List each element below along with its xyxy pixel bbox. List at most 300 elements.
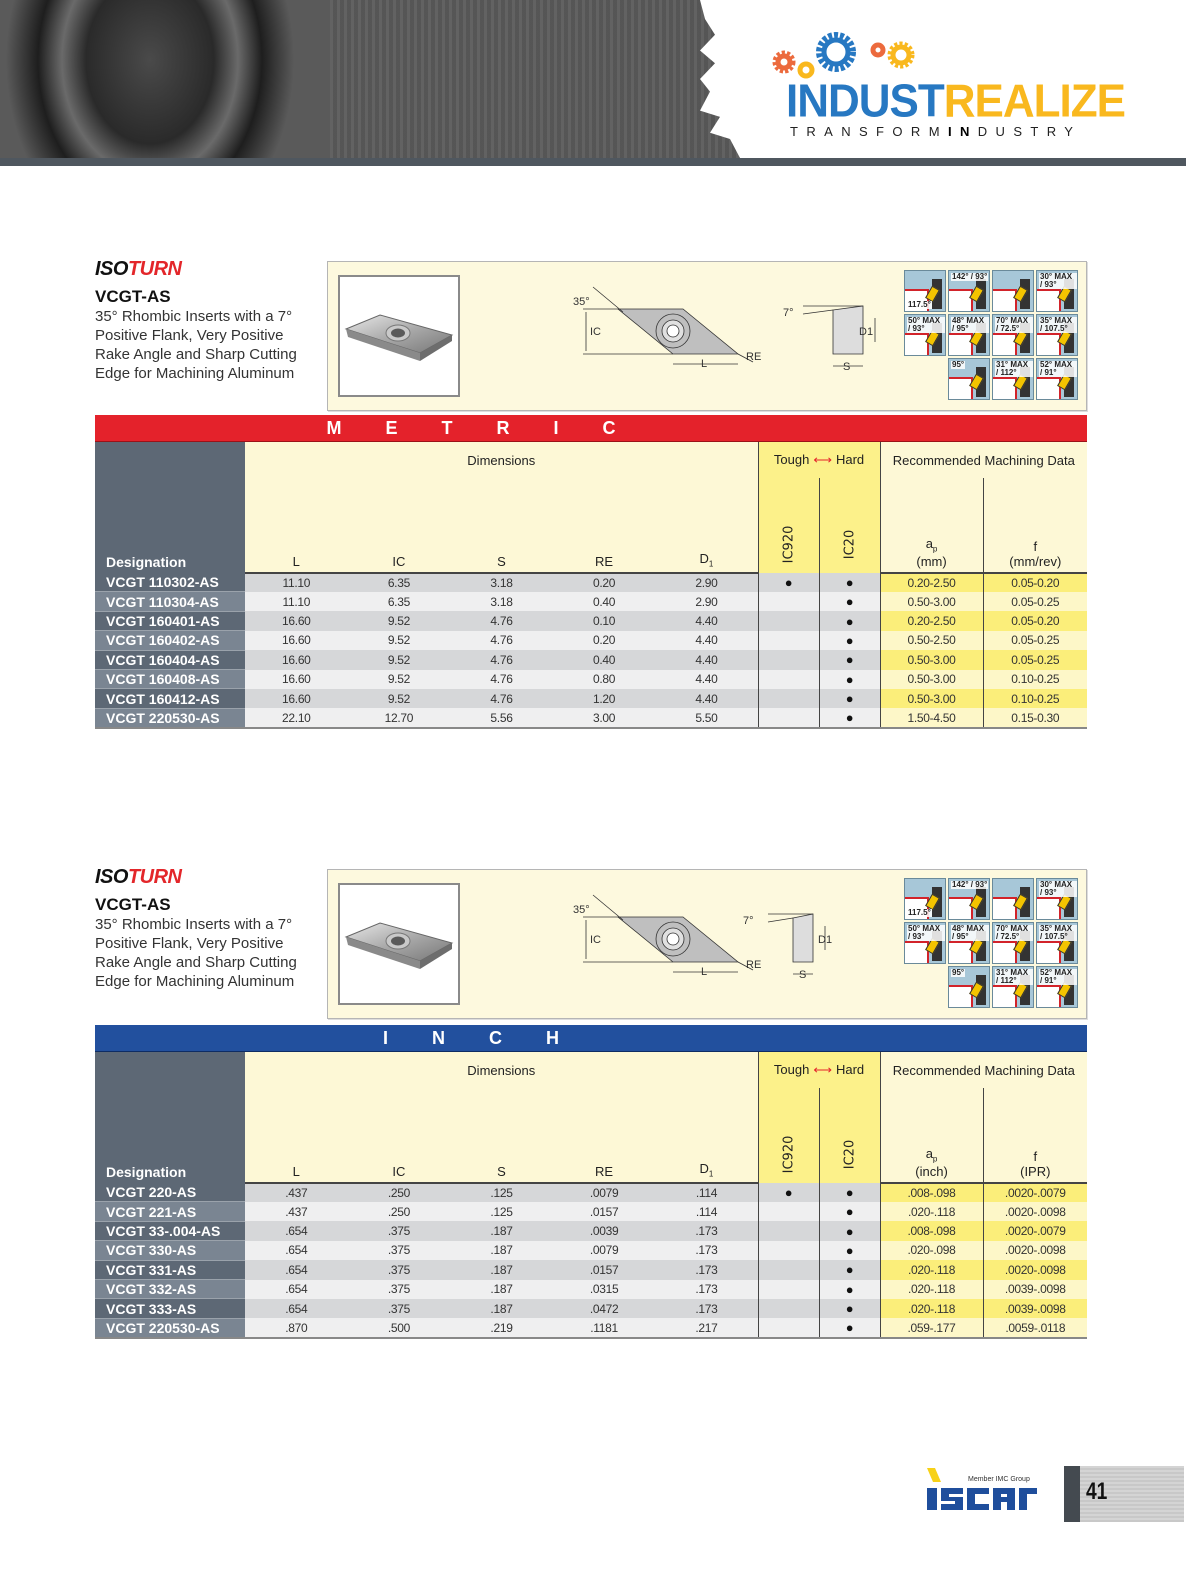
ic920-cell (758, 1202, 819, 1221)
re-cell: .1181 (553, 1318, 656, 1337)
d1-cell: .173 (655, 1241, 758, 1260)
isoturn-brand (95, 866, 320, 889)
banner-bar (0, 158, 1186, 166)
header-spacer (983, 478, 1087, 536)
ic-cell: .250 (348, 1202, 451, 1221)
ic20-label: IC20 (842, 1140, 858, 1170)
ic920-cell (758, 631, 819, 650)
ap-cell: .020-.118 (880, 1280, 983, 1299)
d1-cell: 4.40 (655, 650, 758, 669)
l-cell: .437 (245, 1183, 348, 1202)
s-cell: .187 (450, 1299, 553, 1318)
brand-iso: ISO (95, 866, 128, 888)
l-cell: 16.60 (245, 689, 348, 708)
insert-photo-icon (340, 885, 458, 1003)
ap-sub: p (932, 544, 938, 554)
ap-cell: .059-.177 (880, 1318, 983, 1337)
band-letter: I (553, 417, 559, 438)
d1-main: D (699, 1161, 709, 1176)
re-cell: 3.00 (553, 708, 656, 727)
designation-cell: VCGT 220530-AS (95, 708, 245, 727)
ap-cell: 0.50-3.00 (880, 650, 983, 669)
l-cell: 16.60 (245, 650, 348, 669)
l-header: L (245, 1146, 348, 1183)
band-letter: R (496, 417, 510, 438)
ic920-cell (758, 592, 819, 611)
s-header: S (450, 1146, 553, 1183)
f-unit: (IPR) (1020, 1163, 1051, 1179)
d1-cell: 4.40 (655, 689, 758, 708)
insert-dimension-diagram (563, 890, 883, 1000)
d1-cell: .173 (655, 1221, 758, 1240)
application-tile: 142° / 93° (948, 270, 990, 312)
band-letter: C (489, 1027, 502, 1048)
re-cell: .0315 (553, 1280, 656, 1299)
f-cell: 0.10-0.25 (983, 670, 1087, 689)
d1-label: D1 (818, 934, 833, 946)
inch-table-section (95, 1025, 1087, 1339)
ic-cell: .375 (348, 1299, 451, 1318)
application-tile: 70° MAX / 72.5° (992, 922, 1034, 964)
ic20-header (819, 478, 880, 573)
machining-header: Recommended Machining Data (880, 1052, 1087, 1088)
ap-cell: .008-.098 (880, 1221, 983, 1240)
page-tab-accent (1064, 1466, 1080, 1522)
angle-label: 35° (573, 296, 590, 308)
ap-cell: 0.50-2.50 (880, 631, 983, 650)
band-letter: C (602, 417, 616, 438)
application-tile-empty (904, 966, 946, 1008)
ic20-cell: ● (819, 1241, 880, 1260)
application-grid (904, 270, 1080, 400)
f-cell: 0.05-0.20 (983, 573, 1087, 592)
machining-header: Recommended Machining Data (880, 442, 1087, 478)
ap-cell: 0.50-3.00 (880, 689, 983, 708)
f-cell: .0039-.0098 (983, 1299, 1087, 1318)
application-tile: 35° MAX / 107.5° (1036, 922, 1078, 964)
designation-cell: VCGT 160408-AS (95, 670, 245, 689)
metric-band (95, 415, 1087, 442)
re-label: RE (746, 959, 762, 971)
re-header: RE (553, 1146, 656, 1183)
table-row (95, 650, 1087, 669)
re-cell: .0079 (553, 1183, 656, 1202)
angle-label: 35° (573, 904, 590, 916)
application-tile (992, 878, 1034, 920)
ic-cell: 9.52 (348, 670, 451, 689)
ap-unit: (mm) (916, 553, 947, 569)
header-spacer (245, 478, 758, 536)
f-cell: 0.05-0.20 (983, 611, 1087, 630)
metric-table-body (95, 573, 1087, 728)
header-spacer (880, 478, 983, 536)
s-cell: .187 (450, 1221, 553, 1240)
d1-cell: .114 (655, 1183, 758, 1202)
l-cell: 11.10 (245, 573, 348, 592)
ap-cell: 1.50-4.50 (880, 708, 983, 727)
gears-logo-icon (770, 28, 940, 83)
d1-cell: .114 (655, 1202, 758, 1221)
brand-turn: TURN (127, 866, 182, 888)
insert-photo (338, 275, 460, 397)
logo-word-blue: INDUST (786, 75, 944, 128)
member-imc-text: Member IMC Group (968, 1476, 1030, 1483)
ic920-cell (758, 670, 819, 689)
product-info (95, 866, 320, 991)
application-tile: 142° / 93° (948, 878, 990, 920)
designation-cell: VCGT 160401-AS (95, 611, 245, 630)
ic20-cell: ● (819, 1221, 880, 1240)
s-cell: 4.76 (450, 689, 553, 708)
ic20-cell: ● (819, 650, 880, 669)
f-cell: 0.05-0.25 (983, 631, 1087, 650)
ic20-cell: ● (819, 611, 880, 630)
d1-header (655, 1146, 758, 1183)
application-tile (992, 270, 1034, 312)
ic20-label: IC20 (842, 530, 858, 560)
application-tile: 52° MAX / 91° (1036, 358, 1078, 400)
grade-header (758, 442, 880, 478)
double-arrow-icon: ⟷ (813, 452, 832, 467)
table-row (95, 1318, 1087, 1337)
l-cell: 11.10 (245, 592, 348, 611)
product-description: 35° Rhombic Inserts with a 7° Positive Flank, Very Positive Rake Angle and Sharp Cutting Edge for Machining Aluminum (95, 916, 297, 990)
re-label: RE (746, 351, 762, 363)
re-cell: .0157 (553, 1260, 656, 1279)
product-code: VCGT-AS (95, 287, 171, 306)
table-row (95, 573, 1087, 592)
re-cell: 0.80 (553, 670, 656, 689)
application-tile: 31° MAX / 112° (992, 966, 1034, 1008)
industrealize-logo (786, 77, 1125, 127)
l-cell: 22.10 (245, 708, 348, 727)
d1-cell: 4.40 (655, 611, 758, 630)
f-cell: .0020-.0098 (983, 1260, 1087, 1279)
s-cell: .187 (450, 1241, 553, 1260)
designation-cell: VCGT 110304-AS (95, 592, 245, 611)
grade-header (758, 1052, 880, 1088)
f-cell: .0020-.0079 (983, 1221, 1087, 1240)
application-grid (904, 878, 1080, 1008)
ic20-cell: ● (819, 592, 880, 611)
application-tile: 31° MAX / 112° (992, 358, 1034, 400)
table-row (95, 670, 1087, 689)
metric-table-section (95, 415, 1087, 729)
l-cell: .437 (245, 1202, 348, 1221)
application-tile: 117.5° (904, 270, 946, 312)
d1-cell: .173 (655, 1299, 758, 1318)
ic920-cell (758, 708, 819, 727)
application-tile: 50° MAX / 93° (904, 922, 946, 964)
ap-cell: 0.50-3.00 (880, 670, 983, 689)
ap-cell: .020-.098 (880, 1241, 983, 1260)
band-letter: T (441, 417, 453, 438)
table-row (95, 1241, 1087, 1260)
ap-unit: (inch) (915, 1163, 948, 1179)
designation-cell: VCGT 330-AS (95, 1241, 245, 1260)
ic20-header (819, 1088, 880, 1183)
ap-cell: .008-.098 (880, 1183, 983, 1202)
l-cell: .654 (245, 1221, 348, 1240)
table-row (95, 1202, 1087, 1221)
designation-header: Designation (95, 442, 245, 573)
l-cell: .654 (245, 1280, 348, 1299)
banner-photo (0, 0, 760, 158)
dimensions-header: Dimensions (245, 442, 758, 478)
s-cell: 4.76 (450, 650, 553, 669)
table-row (95, 708, 1087, 727)
application-tile: 35° MAX / 107.5° (1036, 314, 1078, 356)
s-cell: 4.76 (450, 611, 553, 630)
ic-cell: 12.70 (348, 708, 451, 727)
page-number: 41 (1086, 1478, 1108, 1505)
designation-cell: VCGT 332-AS (95, 1280, 245, 1299)
ic-label: IC (590, 326, 601, 338)
table-row (95, 631, 1087, 650)
d1-cell: 2.90 (655, 573, 758, 592)
re-cell: .0157 (553, 1202, 656, 1221)
ic920-header (758, 478, 819, 573)
designation-cell: VCGT 221-AS (95, 1202, 245, 1221)
s-cell: .187 (450, 1280, 553, 1299)
iscar-logo (925, 1466, 1040, 1514)
ic920-label: IC920 (781, 1135, 797, 1174)
tough-label: Tough (773, 452, 810, 467)
application-tile: 30° MAX / 93° (1036, 270, 1078, 312)
table-row (95, 1221, 1087, 1240)
d1-main: D (699, 551, 709, 566)
diagram-panel (327, 261, 1087, 411)
f-cell: 0.05-0.25 (983, 592, 1087, 611)
s-cell: .125 (450, 1202, 553, 1221)
ic920-cell (758, 1260, 819, 1279)
ic920-label: IC920 (781, 525, 797, 564)
band-letter: H (546, 1027, 559, 1048)
f-unit: (mm/rev) (1009, 553, 1062, 569)
re-cell: 0.20 (553, 631, 656, 650)
l-cell: 16.60 (245, 631, 348, 650)
inch-band (95, 1025, 1087, 1052)
ic20-cell: ● (819, 689, 880, 708)
s-label: S (799, 969, 807, 981)
brand-turn: TURN (127, 258, 182, 280)
ap-cell: 0.50-3.00 (880, 592, 983, 611)
table-row (95, 1260, 1087, 1279)
d1-cell: .173 (655, 1260, 758, 1279)
f-cell: 0.15-0.30 (983, 708, 1087, 727)
hard-label: Hard (835, 1062, 865, 1077)
ic920-cell (758, 611, 819, 630)
re-cell: .0079 (553, 1241, 656, 1260)
l-cell: .870 (245, 1318, 348, 1337)
application-tile: 95° (948, 966, 990, 1008)
designation-cell: VCGT 220530-AS (95, 1318, 245, 1337)
ap-cell: .020-.118 (880, 1202, 983, 1221)
header-spacer (245, 1088, 758, 1146)
d1-cell: 5.50 (655, 708, 758, 727)
ic920-cell (758, 1241, 819, 1260)
band-letter: N (432, 1027, 445, 1048)
ic-cell: 6.35 (348, 573, 451, 592)
f-main: f (1033, 1148, 1038, 1164)
s-cell: 3.18 (450, 592, 553, 611)
designation-cell: VCGT 160404-AS (95, 650, 245, 669)
ic20-cell: ● (819, 670, 880, 689)
l-label: L (701, 966, 708, 978)
table-row (95, 1280, 1087, 1299)
application-tile: 48° MAX / 95° (948, 314, 990, 356)
ap-sub: p (932, 1154, 938, 1164)
insert-photo-icon (340, 277, 458, 395)
l-cell: .654 (245, 1299, 348, 1318)
ap-main: a (925, 1146, 933, 1161)
s-cell: 5.56 (450, 708, 553, 727)
ic20-cell: ● (819, 631, 880, 650)
s-header: S (450, 536, 553, 573)
ic20-cell: ● (819, 1318, 880, 1337)
tagline-post: DUSTRY (977, 124, 1082, 139)
d1-sub: 1 (708, 559, 714, 569)
f-header (983, 1146, 1087, 1183)
f-cell: 0.05-0.25 (983, 650, 1087, 669)
flank-label: 7° (783, 307, 794, 319)
ap-main: a (925, 536, 933, 551)
d1-header (655, 536, 758, 573)
ap-cell: .020-.118 (880, 1260, 983, 1279)
product-description: 35° Rhombic Inserts with a 7° Positive Flank, Very Positive Rake Angle and Sharp Cutting Edge for Machining Aluminum (95, 308, 297, 382)
ic20-cell: ● (819, 1202, 880, 1221)
f-cell: .0039-.0098 (983, 1280, 1087, 1299)
ic-label: IC (590, 934, 601, 946)
d1-cell: 4.40 (655, 631, 758, 650)
dimensions-header: Dimensions (245, 1052, 758, 1088)
s-label: S (843, 361, 851, 373)
application-tile: 48° MAX / 95° (948, 922, 990, 964)
designation-cell: VCGT 331-AS (95, 1260, 245, 1279)
ic-cell: .375 (348, 1221, 451, 1240)
ic20-cell: ● (819, 1260, 880, 1279)
inch-table (95, 1052, 1087, 1339)
band-letter: M (326, 417, 342, 438)
ap-header (880, 536, 983, 573)
diagram-panel (327, 869, 1087, 1019)
metric-table (95, 442, 1087, 729)
tough-label: Tough (773, 1062, 810, 1077)
application-tile: 117.5° (904, 878, 946, 920)
re-cell: 0.40 (553, 592, 656, 611)
s-cell: 4.76 (450, 631, 553, 650)
flank-label: 7° (743, 915, 754, 927)
ap-cell: .020-.118 (880, 1299, 983, 1318)
l-cell: .654 (245, 1241, 348, 1260)
ic920-cell (758, 1299, 819, 1318)
re-header: RE (553, 536, 656, 573)
band-letter: E (385, 417, 398, 438)
ic20-cell: ● (819, 1183, 880, 1202)
logo-word-yellow: REALIZE (943, 75, 1126, 128)
table-row (95, 592, 1087, 611)
isoturn-brand (95, 258, 320, 281)
l-cell: 16.60 (245, 670, 348, 689)
d1-cell: 2.90 (655, 592, 758, 611)
table-row (95, 689, 1087, 708)
d1-cell: .173 (655, 1280, 758, 1299)
ic-header: IC (348, 536, 451, 573)
ic20-cell: ● (819, 1280, 880, 1299)
ic-cell: 6.35 (348, 592, 451, 611)
double-arrow-icon: ⟷ (813, 1062, 832, 1077)
designation-cell: VCGT 160402-AS (95, 631, 245, 650)
d1-label: D1 (859, 326, 874, 338)
ic-cell: .375 (348, 1280, 451, 1299)
re-cell: .0039 (553, 1221, 656, 1240)
ic20-cell: ● (819, 708, 880, 727)
ic920-cell (758, 689, 819, 708)
designation-cell: VCGT 33-.004-AS (95, 1221, 245, 1240)
f-cell: .0059-.0118 (983, 1318, 1087, 1337)
f-header (983, 536, 1087, 573)
tagline-pre: TRANSFORM (790, 124, 948, 139)
ic920-cell (758, 650, 819, 669)
designation-cell: VCGT 110302-AS (95, 573, 245, 592)
ap-cell: 0.20-2.50 (880, 573, 983, 592)
ic-cell: .375 (348, 1241, 451, 1260)
f-main: f (1033, 538, 1038, 554)
d1-sub: 1 (708, 1169, 714, 1179)
designation-header: Designation (95, 1052, 245, 1183)
designation-cell: VCGT 333-AS (95, 1299, 245, 1318)
ic-cell: .375 (348, 1260, 451, 1279)
ic20-cell: ● (819, 573, 880, 592)
insert-photo (338, 883, 460, 1005)
re-cell: 0.10 (553, 611, 656, 630)
f-cell: .0020-.0079 (983, 1183, 1087, 1202)
brand-iso: ISO (95, 258, 128, 280)
ic-cell: 9.52 (348, 650, 451, 669)
s-cell: .187 (450, 1260, 553, 1279)
insert-dimension-diagram (563, 282, 883, 392)
d1-cell: .217 (655, 1318, 758, 1337)
d1-cell: 4.40 (655, 670, 758, 689)
ic920-cell (758, 1318, 819, 1337)
inch-table-body (95, 1183, 1087, 1338)
f-cell: .0020-.0098 (983, 1202, 1087, 1221)
ic-cell: 9.52 (348, 631, 451, 650)
ic-cell: 9.52 (348, 611, 451, 630)
re-cell: .0472 (553, 1299, 656, 1318)
l-cell: 16.60 (245, 611, 348, 630)
ic920-cell: ● (758, 573, 819, 592)
l-header: L (245, 536, 348, 573)
application-tile: 70° MAX / 72.5° (992, 314, 1034, 356)
ic920-header (758, 1088, 819, 1183)
application-tile: 95° (948, 358, 990, 400)
f-cell: 0.10-0.25 (983, 689, 1087, 708)
ap-header (880, 1146, 983, 1183)
re-cell: 0.20 (553, 573, 656, 592)
f-cell: .0020-.0098 (983, 1241, 1087, 1260)
designation-cell: VCGT 160412-AS (95, 689, 245, 708)
re-cell: 1.20 (553, 689, 656, 708)
table-row (95, 611, 1087, 630)
l-label: L (701, 358, 708, 370)
product-info (95, 258, 320, 383)
table-row (95, 1299, 1087, 1318)
re-cell: 0.40 (553, 650, 656, 669)
application-tile: 50° MAX / 93° (904, 314, 946, 356)
tagline-bold: IN (947, 124, 978, 139)
s-cell: 3.18 (450, 573, 553, 592)
